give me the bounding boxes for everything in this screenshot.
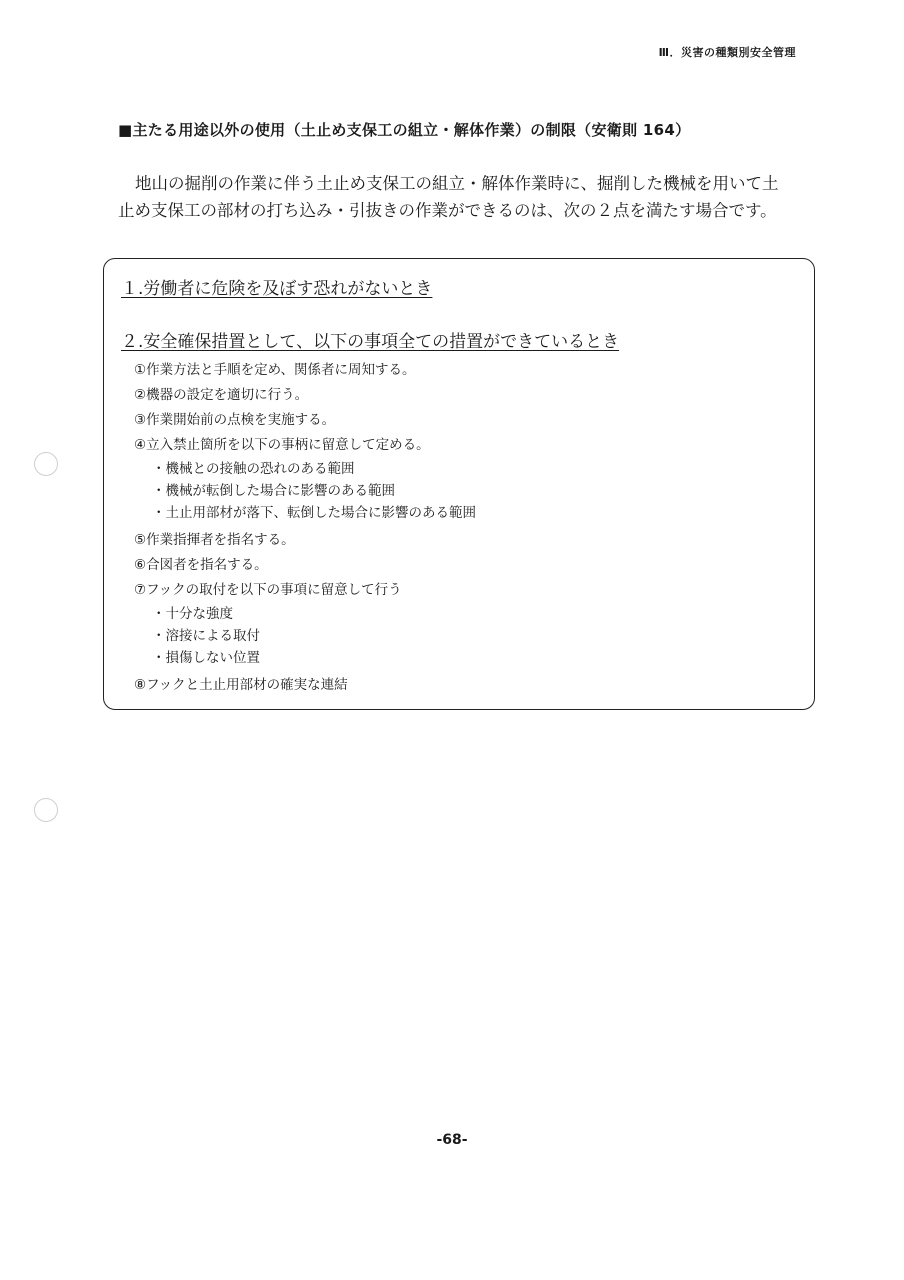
measure-item-6: ⑥合図者を指名する。 [134,557,268,573]
conditions-box [103,258,815,710]
punch-hole-mark [34,798,58,822]
punch-hole-mark [34,452,58,476]
intro-line-1: 地山の掘削の作業に伴う土止め支保工の組立・解体作業時に、掘削した機械を用いて土 [135,174,779,193]
condition-1: １.労働者に危険を及ぼす恐れがないとき [121,279,433,299]
measure-item-1: ①作業方法と手順を定め、関係者に周知する。 [134,362,416,378]
measure-item-4: ④立入禁止箇所を以下の事柄に留意して定める。 [134,437,430,453]
condition-2: ２.安全確保措置として、以下の事項全ての措置ができているとき [121,332,620,352]
measures-list [134,358,476,698]
measure-item-3: ③作業開始前の点検を実施する。 [134,412,336,428]
measure-4-sub-2: ・機械が転倒した場合に影響のある範囲 [152,483,395,499]
measure-4-sub-3: ・土止用部材が落下、転倒した場合に影響のある範囲 [152,505,476,521]
page-number: -68- [436,1132,468,1148]
measure-7-sub-1: ・十分な強度 [152,606,233,622]
measure-item-8: ⑧フックと土止用部材の確実な連結 [134,677,348,693]
section-title: ■主たる用途以外の使用（土止め支保工の組立・解体作業）の制限（安衛則 164） [118,121,691,139]
measure-7-sub-3: ・損傷しない位置 [152,650,260,666]
measure-item-7: ⑦フックの取付を以下の事項に留意して行う [134,582,402,598]
measure-item-2: ②機器の設定を適切に行う。 [134,387,309,403]
intro-paragraph [118,170,808,224]
chapter-header: Ⅲ．災害の種類別安全管理 [658,46,796,59]
measure-7-sub-2: ・溶接による取付 [152,628,260,644]
measure-item-5: ⑤作業指揮者を指名する。 [134,532,295,548]
intro-line-2: 止め支保工の部材の打ち込み・引抜きの作業ができるのは、次の２点を満たす場合です。 [118,201,777,220]
measure-4-sub-1: ・機械との接触の恐れのある範囲 [152,461,355,477]
